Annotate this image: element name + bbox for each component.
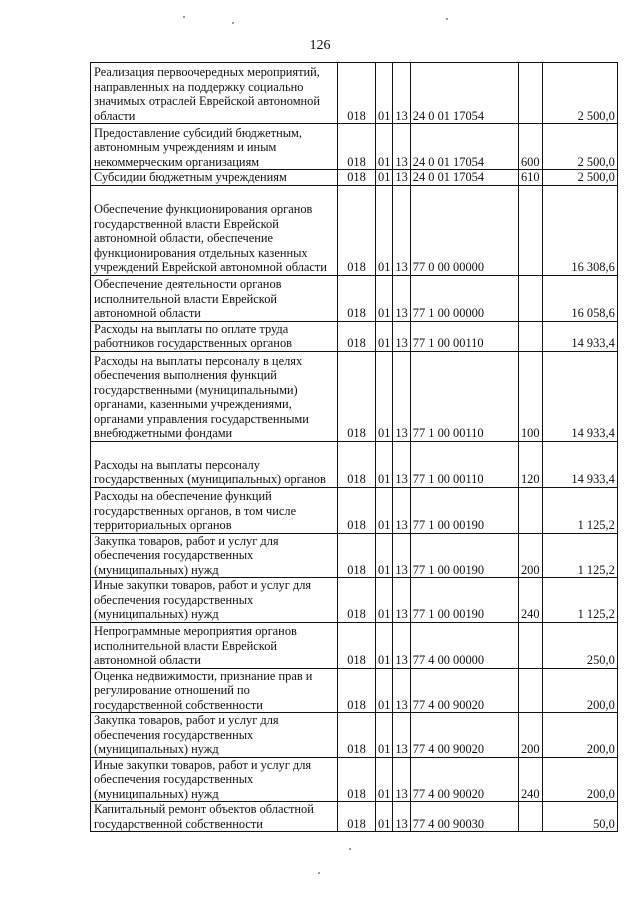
- cell-rz: 01: [376, 185, 393, 275]
- cell-sum: 250,0: [542, 622, 617, 668]
- table-row: [91, 441, 618, 487]
- cell-vr: [518, 321, 542, 351]
- cell-cs: 77 1 00 00110: [410, 351, 518, 441]
- cell-sum: 14 933,4: [542, 351, 617, 441]
- cell-cs: 77 1 00 00190: [410, 533, 518, 578]
- cell-vr: [518, 275, 542, 321]
- cell-vr: [518, 668, 542, 713]
- cell-rz: 01: [376, 351, 393, 441]
- cell-cs: 77 1 00 00000: [410, 275, 518, 321]
- cell-ved: 018: [338, 275, 376, 321]
- row-name: Предоставление субсидий бюджетным, автономным учреждениям и иным некоммерческим организациям: [91, 124, 338, 170]
- cell-vr: [518, 63, 542, 124]
- cell-ved: 018: [338, 351, 376, 441]
- cell-vr: [518, 802, 542, 832]
- cell-ved: 018: [338, 802, 376, 832]
- cell-rz: 01: [376, 533, 393, 578]
- cell-vr: [518, 185, 542, 275]
- cell-pr: 13: [393, 441, 410, 487]
- row-name: Капитальный ремонт объектов областной государственной собственности: [91, 802, 338, 832]
- cell-ved: 018: [338, 63, 376, 124]
- cell-pr: 13: [393, 321, 410, 351]
- table-row: [91, 63, 618, 124]
- table-row: [91, 622, 618, 668]
- cell-vr: 120: [518, 441, 542, 487]
- cell-cs: 77 4 00 90020: [410, 668, 518, 713]
- table-row: [91, 668, 618, 713]
- cell-ved: 018: [338, 578, 376, 623]
- cell-cs: 24 0 01 17054: [410, 124, 518, 170]
- cell-pr: 13: [393, 578, 410, 623]
- cell-sum: 16 058,6: [542, 275, 617, 321]
- cell-vr: 240: [518, 757, 542, 802]
- cell-sum: 16 308,6: [542, 185, 617, 275]
- cell-rz: 01: [376, 713, 393, 758]
- cell-pr: 13: [393, 170, 410, 186]
- table-row: [91, 321, 618, 351]
- cell-pr: 13: [393, 622, 410, 668]
- table-row: [91, 713, 618, 758]
- cell-sum: 14 933,4: [542, 441, 617, 487]
- cell-rz: 01: [376, 170, 393, 186]
- cell-ved: 018: [338, 170, 376, 186]
- cell-pr: 13: [393, 275, 410, 321]
- table-row: [91, 533, 618, 578]
- scan-speck: [446, 18, 448, 20]
- cell-ved: 018: [338, 124, 376, 170]
- cell-cs: 77 4 00 90020: [410, 757, 518, 802]
- cell-ved: 018: [338, 533, 376, 578]
- scan-speck: [349, 848, 351, 850]
- row-name: Расходы на выплаты персоналу государственных (муниципальных) органов: [91, 441, 338, 487]
- cell-sum: 14 933,4: [542, 321, 617, 351]
- row-name: Закупка товаров, работ и услуг для обеспечения государственных (муниципальных) нужд: [91, 533, 338, 578]
- cell-cs: 77 0 00 00000: [410, 185, 518, 275]
- table-row: [91, 578, 618, 623]
- cell-rz: 01: [376, 321, 393, 351]
- cell-rz: 01: [376, 578, 393, 623]
- row-name: Обеспечение деятельности органов исполнительной власти Еврейской автономной области: [91, 275, 338, 321]
- budget-table: [90, 62, 618, 832]
- cell-vr: 100: [518, 351, 542, 441]
- row-name: Иные закупки товаров, работ и услуг для обеспечения государственных (муниципальных) нужд: [91, 757, 338, 802]
- cell-ved: 018: [338, 622, 376, 668]
- row-name: Иные закупки товаров, работ и услуг для обеспечения государственных (муниципальных) нужд: [91, 578, 338, 623]
- cell-rz: 01: [376, 441, 393, 487]
- cell-vr: [518, 622, 542, 668]
- cell-ved: 018: [338, 668, 376, 713]
- table-row: [91, 802, 618, 832]
- table-row: [91, 757, 618, 802]
- cell-pr: 13: [393, 487, 410, 533]
- cell-vr: 240: [518, 578, 542, 623]
- cell-vr: 610: [518, 170, 542, 186]
- cell-pr: 13: [393, 668, 410, 713]
- cell-cs: 77 4 00 90020: [410, 713, 518, 758]
- table-row: [91, 487, 618, 533]
- page-number: 126: [309, 38, 331, 53]
- cell-rz: 01: [376, 275, 393, 321]
- cell-vr: 200: [518, 713, 542, 758]
- cell-sum: 1 125,2: [542, 533, 617, 578]
- cell-rz: 01: [376, 802, 393, 832]
- cell-ved: 018: [338, 713, 376, 758]
- cell-pr: 13: [393, 757, 410, 802]
- cell-ved: 018: [338, 487, 376, 533]
- row-name: Расходы на обеспечение функций государственных органов, в том числе территориальных органов: [91, 487, 338, 533]
- row-name: Субсидии бюджетным учреждениям: [91, 170, 338, 186]
- cell-ved: 018: [338, 185, 376, 275]
- cell-pr: 13: [393, 185, 410, 275]
- cell-sum: 200,0: [542, 713, 617, 758]
- cell-rz: 01: [376, 124, 393, 170]
- cell-pr: 13: [393, 713, 410, 758]
- row-name: Реализация первоочередных мероприятий, направленных на поддержку социально значимых отраслей Еврейской автономной области: [91, 63, 338, 124]
- cell-cs: 24 0 01 17054: [410, 170, 518, 186]
- cell-rz: 01: [376, 63, 393, 124]
- cell-sum: 2 500,0: [542, 170, 617, 186]
- cell-cs: 77 1 00 00110: [410, 321, 518, 351]
- cell-sum: 1 125,2: [542, 487, 617, 533]
- cell-pr: 13: [393, 533, 410, 578]
- row-name: Непрограммные мероприятия органов исполнительной власти Еврейской автономной области: [91, 622, 338, 668]
- scan-speck: [232, 22, 234, 24]
- row-name: Расходы на выплаты персоналу в целях обеспечения выполнения функций государственными (муниципальными) органами, казенными учреждениями, органами управления государственными внебюджетными фондами: [91, 351, 338, 441]
- table-row: [91, 124, 618, 170]
- row-name: Расходы на выплаты по оплате труда работников государственных органов: [91, 321, 338, 351]
- row-name: Закупка товаров, работ и услуг для обеспечения государственных (муниципальных) нужд: [91, 713, 338, 758]
- cell-vr: 600: [518, 124, 542, 170]
- cell-sum: 200,0: [542, 668, 617, 713]
- cell-pr: 13: [393, 351, 410, 441]
- cell-sum: 200,0: [542, 757, 617, 802]
- scan-speck: [183, 16, 185, 18]
- cell-vr: [518, 487, 542, 533]
- cell-pr: 13: [393, 124, 410, 170]
- table-row: [91, 275, 618, 321]
- cell-rz: 01: [376, 622, 393, 668]
- cell-sum: 50,0: [542, 802, 617, 832]
- cell-rz: 01: [376, 757, 393, 802]
- cell-cs: 77 4 00 00000: [410, 622, 518, 668]
- table-body: [91, 63, 618, 832]
- cell-ved: 018: [338, 441, 376, 487]
- table-row: [91, 170, 618, 186]
- row-name: Оценка недвижимости, признание прав и регулирование отношений по государственной собственности: [91, 668, 338, 713]
- cell-cs: 77 1 00 00110: [410, 441, 518, 487]
- cell-cs: 77 4 00 90030: [410, 802, 518, 832]
- row-name: Обеспечение функционирования органов государственной власти Еврейской автономной области, обеспечение функционирования отдельных казенных учреждений Еврейской автономной области: [91, 185, 338, 275]
- cell-cs: 24 0 01 17054: [410, 63, 518, 124]
- cell-sum: 2 500,0: [542, 63, 617, 124]
- cell-rz: 01: [376, 487, 393, 533]
- cell-sum: 1 125,2: [542, 578, 617, 623]
- cell-cs: 77 1 00 00190: [410, 487, 518, 533]
- scan-speck: [318, 872, 320, 874]
- cell-pr: 13: [393, 63, 410, 124]
- table-row: [91, 185, 618, 275]
- cell-sum: 2 500,0: [542, 124, 617, 170]
- cell-rz: 01: [376, 668, 393, 713]
- cell-cs: 77 1 00 00190: [410, 578, 518, 623]
- cell-ved: 018: [338, 321, 376, 351]
- cell-ved: 018: [338, 757, 376, 802]
- cell-vr: 200: [518, 533, 542, 578]
- table-row: [91, 351, 618, 441]
- cell-pr: 13: [393, 802, 410, 832]
